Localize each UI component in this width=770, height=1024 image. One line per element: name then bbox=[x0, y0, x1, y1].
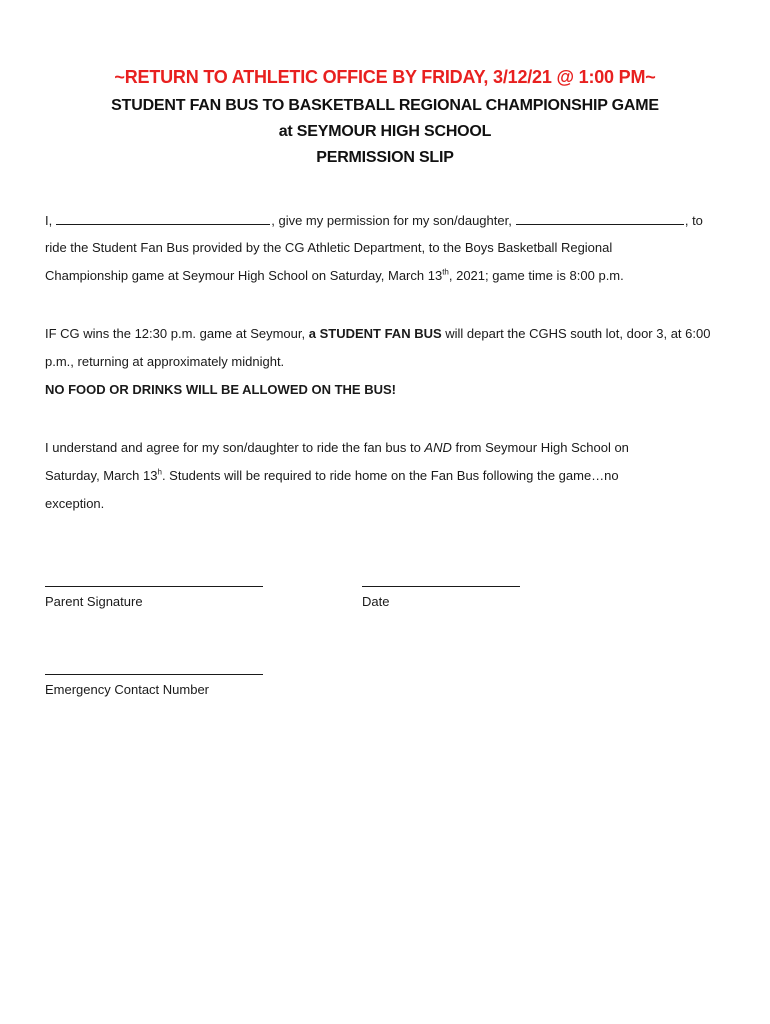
text-segment: Saturday, March 13 bbox=[45, 468, 158, 483]
permission-statement-line-1 bbox=[45, 212, 703, 228]
emergency-contact-label: Emergency Contact Number bbox=[45, 682, 210, 697]
text-segment: Championship game at Seymour High School on Saturday, March 13 bbox=[45, 268, 443, 283]
parent-signature-line[interactable] bbox=[45, 586, 263, 587]
text-segment: I understand and agree for my son/daughter to ride the fan bus to bbox=[45, 440, 425, 455]
title-line-1: STUDENT FAN BUS TO BASKETBALL REGIONAL CHAMPIONSHIP GAME bbox=[111, 97, 659, 114]
agreement-line-2 bbox=[45, 468, 619, 483]
permission-statement-line-2: ride the Student Fan Bus provided by the CG Athletic Department, to the Boys Basketball Regional bbox=[45, 240, 613, 255]
text-segment: IF CG wins the 12:30 p.m. game at Seymour, bbox=[45, 326, 309, 341]
text-segment: from Seymour High School on bbox=[451, 440, 629, 455]
bus-departure-line-2: p.m., returning at approximately midnight. bbox=[45, 354, 285, 369]
text-segment: , give my permission for my son/daughter, bbox=[271, 213, 512, 228]
text-segment: will depart the CGHS south lot, door 3, at 6:00 bbox=[441, 326, 711, 341]
agreement-line-1 bbox=[45, 440, 629, 455]
text-segment: , to bbox=[684, 213, 703, 228]
student-name-blank[interactable] bbox=[516, 212, 684, 225]
ordinal-suffix: h bbox=[157, 467, 162, 477]
permission-statement-line-3 bbox=[45, 268, 624, 283]
parent-signature-label: Parent Signature bbox=[45, 594, 143, 609]
return-deadline-notice: ~RETURN TO ATHLETIC OFFICE BY FRIDAY, 3/12/21 @ 1:00 PM~ bbox=[114, 67, 656, 87]
text-segment-italic: AND bbox=[424, 440, 452, 455]
text-segment: , 2021; game time is 8:00 p.m. bbox=[448, 268, 624, 283]
text-segment-bold: a STUDENT FAN BUS bbox=[308, 326, 442, 341]
agreement-line-3: exception. bbox=[45, 496, 105, 511]
title-line-2: at SEYMOUR HIGH SCHOOL bbox=[278, 123, 492, 140]
title-line-3: PERMISSION SLIP bbox=[316, 149, 454, 166]
bus-departure-line-1 bbox=[45, 326, 710, 341]
date-line[interactable] bbox=[362, 586, 520, 587]
text-segment: . Students will be required to ride home on the Fan Bus following the game…no bbox=[161, 468, 619, 483]
parent-name-blank[interactable] bbox=[56, 212, 270, 225]
date-label: Date bbox=[362, 594, 390, 609]
emergency-contact-line[interactable] bbox=[45, 674, 263, 675]
ordinal-suffix: th bbox=[442, 267, 449, 277]
no-food-notice: NO FOOD OR DRINKS WILL BE ALLOWED ON THE BUS! bbox=[45, 382, 396, 397]
text-segment: I, bbox=[45, 213, 53, 228]
